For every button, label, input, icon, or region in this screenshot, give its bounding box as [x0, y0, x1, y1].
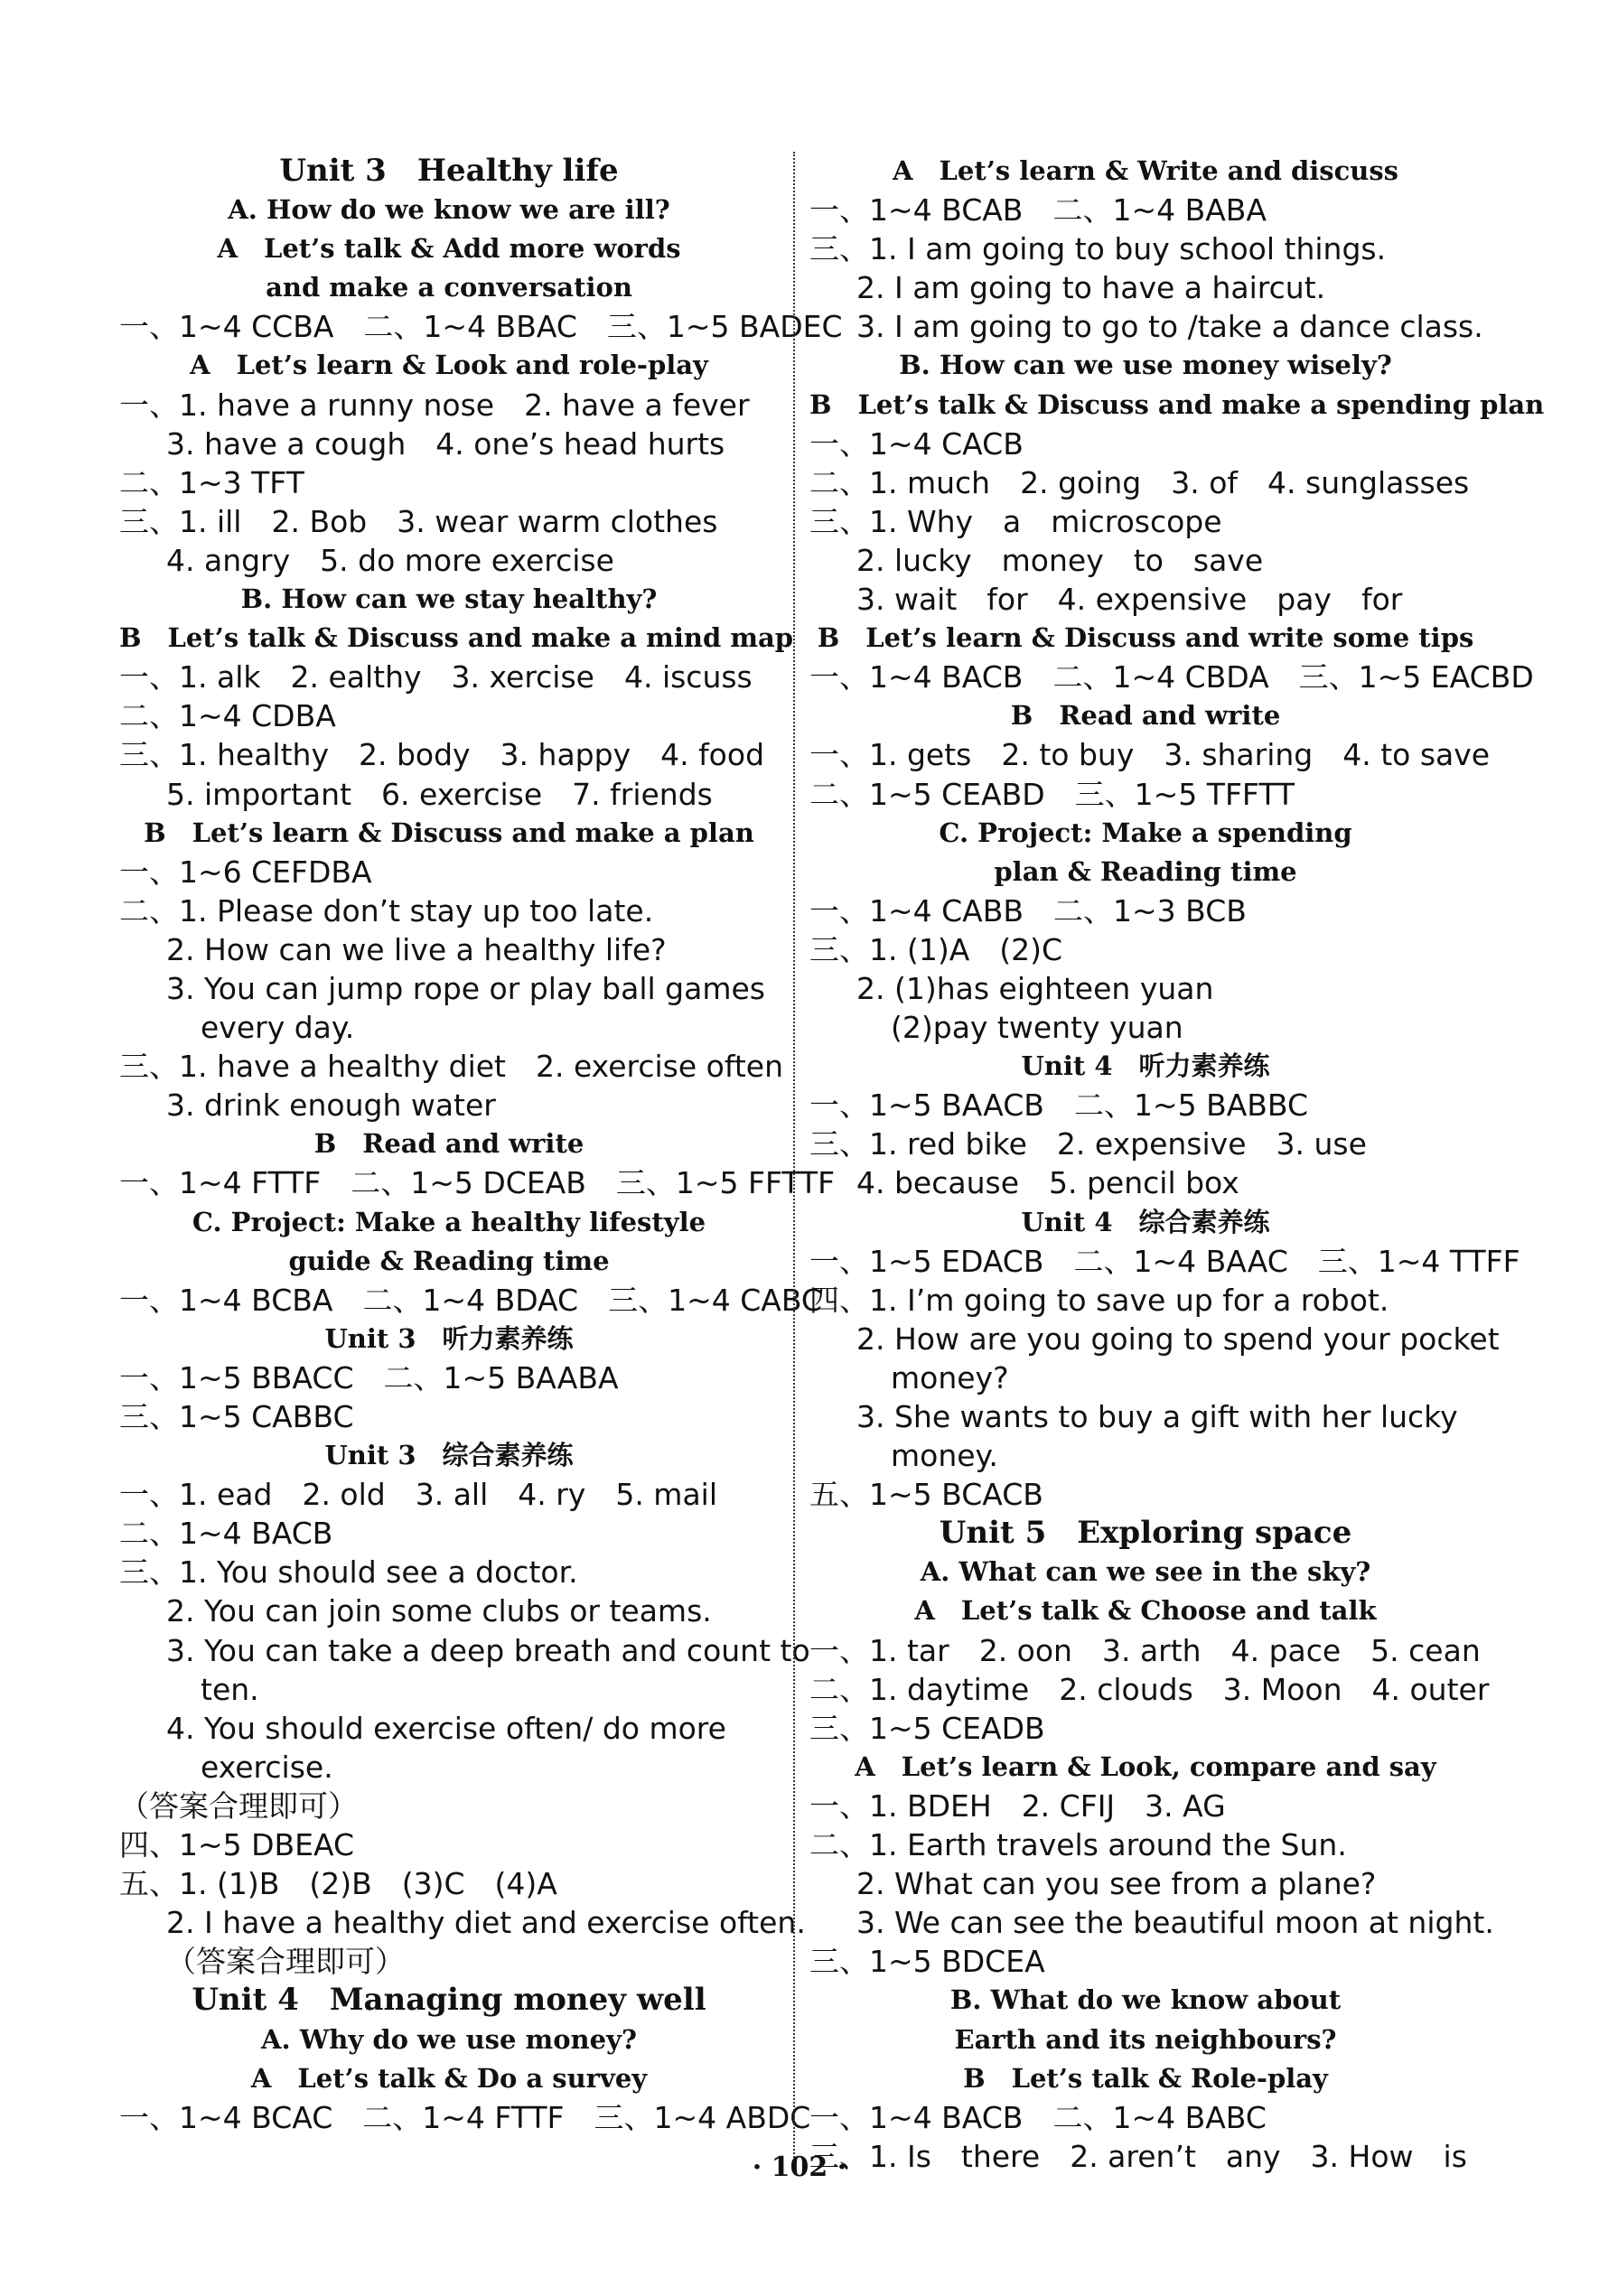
answer-line: 一、1. ead 2. old 3. all 4. ry 5. mail [119, 1477, 718, 1513]
answer-line: 4. You should exercise often/ do more [166, 1710, 726, 1746]
answer-line: 三、1. (1)A (2)C [809, 931, 1063, 967]
answer-line: 3. We can see the beautiful moon at night. [856, 1905, 1494, 1941]
answer-line: 三、1~5 CABBC [119, 1399, 354, 1434]
answer-line: 一、1. have a runny nose 2. have a fever [119, 387, 750, 423]
unit-title: Unit 3 Healthy life [279, 153, 619, 189]
section-heading: Unit 3 听力素养练 [324, 1322, 574, 1354]
answer-line: 一、1. alk 2. ealthy 3. xercise 4. iscuss [119, 659, 753, 695]
answer-line: 一、1~4 BCAC 二、1~4 FTTF 三、1~4 ABDC [119, 2099, 811, 2135]
answer-line: 3. I am going to go to /take a dance class. [856, 309, 1483, 345]
answer-line: 一、1~5 BAACB 二、1~5 BABBC [809, 1087, 1309, 1124]
answer-line: 三、1. Is there 2. aren’t any 3. How is [809, 2138, 1467, 2174]
answer-line: every day. [201, 1010, 355, 1046]
section-heading: A Let’s talk & Do a survey [250, 2062, 648, 2094]
answer-line: 3. have a cough 4. one’s head hurts [166, 425, 725, 462]
answer-line: 二、1. Please don’t stay up too late. [119, 892, 654, 929]
section-heading: Earth and its neighbours? [954, 2023, 1337, 2055]
answer-line: 5. important 6. exercise 7. friends [166, 776, 713, 812]
answer-line: 二、1. daytime 2. clouds 3. Moon 4. outer [809, 1671, 1490, 1707]
section-heading: Unit 4 听力素养练 [1021, 1050, 1270, 1082]
answer-line: 三、1~5 BDCEA [809, 1944, 1045, 1980]
answer-line: 一、1~4 FTTF 二、1~5 DCEAB 三、1~5 FFTTF [119, 1165, 836, 1201]
answer-line: ten. [201, 1671, 259, 1707]
section-heading: B Let’s learn & Discuss and make a plan [144, 817, 754, 848]
answer-line: 2. I have a healthy diet and exercise often. [166, 1905, 806, 1941]
section-heading: Unit 4 综合素养练 [1021, 1206, 1270, 1237]
answer-line: 一、1. gets 2. to buy 3. sharing 4. to save [809, 737, 1491, 773]
answer-line: 三、1. healthy 2. body 3. happy 4. food [119, 737, 765, 773]
answer-line: （答案合理即可） [166, 1944, 405, 1980]
section-heading: A Let’s talk & Choose and talk [914, 1595, 1377, 1627]
section-heading: A. How do we know we are ill? [228, 194, 670, 226]
answer-line: 2. I am going to have a haircut. [856, 270, 1326, 306]
right-column [809, 152, 1545, 2176]
answer-line: 4. angry 5. do more exercise [166, 542, 614, 578]
section-heading: C. Project: Make a healthy lifestyle [192, 1206, 706, 1237]
answer-line: 2. What can you see from a plane? [856, 1866, 1377, 1902]
answer-line: 三、1. You should see a doctor. [119, 1554, 578, 1591]
answer-line: 一、1~4 CACB [809, 425, 1024, 462]
answer-line: 一、1~5 EDACB 二、1~4 BAAC 三、1~4 TTFF [809, 1243, 1520, 1279]
section-heading: B. What do we know about [949, 1984, 1342, 2016]
section-heading: B. How can we use money wisely? [899, 350, 1392, 381]
answer-line: exercise. [201, 1749, 333, 1785]
answer-line: 3. You can take a deep breath and count to [166, 1632, 810, 1668]
section-heading: A Let’s learn & Look and role-play [190, 350, 708, 381]
answer-line: 三、1. have a healthy diet 2. exercise often [119, 1049, 784, 1085]
section-heading: Unit 3 综合素养练 [324, 1440, 574, 1471]
answer-line: 三、1. red bike 2. expensive 3. use [809, 1126, 1367, 1162]
answer-line: money? [891, 1359, 1009, 1395]
answer-line: 2. (1)has eighteen yuan [856, 970, 1214, 1006]
answer-line: 3. wait for 4. expensive pay for [856, 582, 1403, 618]
answer-line: 4. because 5. pencil box [856, 1165, 1239, 1201]
section-heading: A Let’s talk & Add more words [217, 233, 681, 265]
section-heading: B Let’s talk & Role-play [963, 2062, 1328, 2094]
answer-line: 一、1~4 CCBA 二、1~4 BBAC 三、1~5 BADEC [119, 309, 843, 345]
section-heading: guide & Reading time [288, 1245, 610, 1276]
answer-line: 一、1~4 BCBA 二、1~4 BDAC 三、1~4 CABC [119, 1282, 822, 1318]
section-heading: A Let’s learn & Look, compare and say [855, 1750, 1436, 1782]
answer-line: (2)pay twenty yuan [891, 1010, 1183, 1046]
page-number: · 102 · [752, 2151, 847, 2183]
answer-line: 二、1~5 CEABD 三、1~5 TFFTT [809, 776, 1295, 812]
section-heading: B. How can we stay healthy? [240, 583, 658, 615]
answer-line: 三、1. I am going to buy school things. [809, 231, 1387, 267]
answer-line: 一、1. tar 2. oon 3. arth 4. pace 5. cean [809, 1632, 1481, 1668]
section-heading: B Read and write [313, 1128, 584, 1160]
answer-line: 3. You can jump rope or play ball games [166, 970, 765, 1006]
answer-line: 一、1. BDEH 2. CFIJ 3. AG [809, 1787, 1226, 1824]
answer-line: 二、1~4 CDBA [119, 698, 336, 734]
answer-line: 一、1~5 BBACC 二、1~5 BAABA [119, 1359, 619, 1395]
section-heading: B Let’s talk & Discuss and make a spending plan [809, 388, 1545, 420]
unit-title: Unit 4 Managing money well [192, 1982, 706, 2019]
section-heading: B Let’s talk & Discuss and make a mind map [119, 622, 794, 654]
answer-line: （答案合理即可） [119, 1787, 358, 1824]
answer-line: 四、1. I’m going to save up for a robot. [809, 1282, 1389, 1318]
left-column [119, 152, 843, 2137]
answer-line: 3. She wants to buy a gift with her lucky [856, 1399, 1458, 1434]
section-heading: B Let’s learn & Discuss and write some tips [817, 622, 1474, 654]
answer-line: 2. How can we live a healthy life? [166, 931, 667, 967]
answer-line: 2. How are you going to spend your pocket [856, 1321, 1500, 1357]
unit-title: Unit 5 Exploring space [939, 1515, 1352, 1552]
section-heading: A. What can we see in the sky? [920, 1556, 1371, 1588]
answer-line: 二、1~3 TFT [119, 464, 304, 500]
section-heading: plan & Reading time [994, 855, 1297, 887]
answer-line: 3. drink enough water [166, 1087, 496, 1124]
answer-line: 三、1. Why a microscope [809, 503, 1222, 539]
answer-line: 四、1~5 DBEAC [119, 1827, 355, 1863]
section-heading: A. Why do we use money? [261, 2023, 637, 2055]
answer-line: 一、1~4 BCAB 二、1~4 BABA [809, 192, 1267, 229]
answer-line: 一、1~6 CEFDBA [119, 854, 372, 890]
answer-line: 2. lucky money to save [856, 542, 1264, 578]
answer-line: 二、1. much 2. going 3. of 4. sunglasses [809, 464, 1470, 500]
answer-line: 五、1~5 BCACB [809, 1477, 1043, 1513]
answer-line: 2. You can join some clubs or teams. [166, 1593, 712, 1629]
answer-line: 三、1. ill 2. Bob 3. wear warm clothes [119, 503, 718, 539]
answer-line: 一、1~4 BACB 二、1~4 BABC [809, 2099, 1267, 2135]
answer-line: 五、1. (1)B (2)B (3)C (4)A [119, 1866, 557, 1902]
answer-line: 二、1~4 BACB [119, 1516, 333, 1552]
answer-line: 三、1~5 CEADB [809, 1710, 1045, 1746]
answer-line: 一、1~4 CABB 二、1~3 BCB [809, 892, 1247, 929]
answer-line: 二、1. Earth travels around the Sun. [809, 1827, 1347, 1863]
answer-line: 一、1~4 BACB 二、1~4 CBDA 三、1~5 EACBD [809, 659, 1534, 695]
section-heading: A Let’s learn & Write and discuss [892, 155, 1399, 186]
section-heading: B Read and write [1010, 700, 1281, 732]
answer-line: money. [891, 1438, 998, 1474]
column-divider [793, 152, 795, 2161]
section-heading: and make a conversation [266, 272, 632, 303]
section-heading: C. Project: Make a spending [939, 817, 1352, 848]
